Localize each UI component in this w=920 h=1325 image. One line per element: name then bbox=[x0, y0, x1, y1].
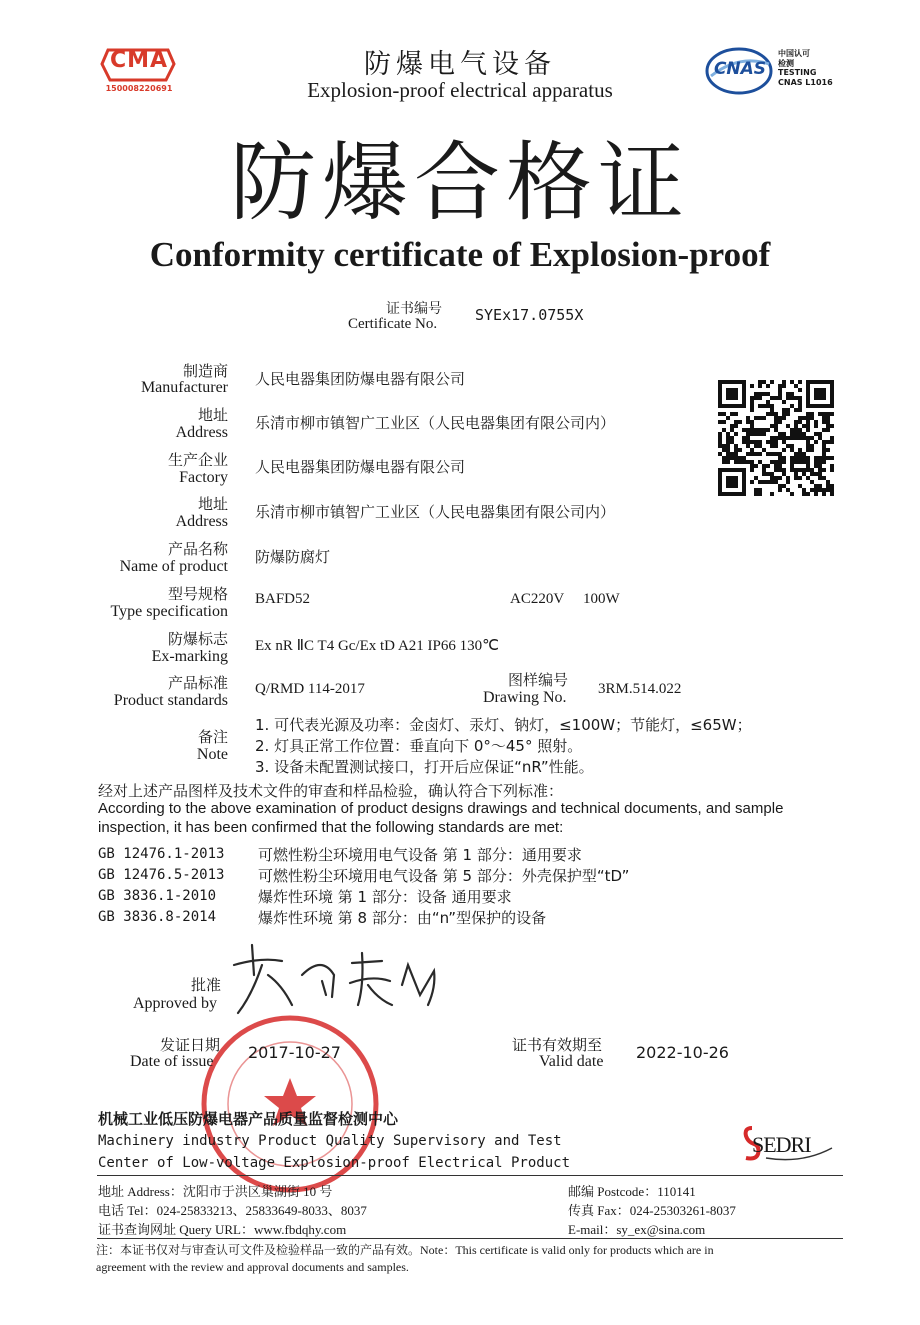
issue-label-en: Date of issue bbox=[130, 1053, 214, 1070]
issuer-cn: 机械工业低压防爆电器产品质量监督检测中心 bbox=[98, 1110, 399, 1128]
drawing-label-cn: 图样编号 bbox=[508, 671, 569, 689]
cnas-logo-text: CNAS bbox=[713, 59, 767, 79]
product-label-en: Name of product bbox=[119, 558, 228, 575]
type-label-cn: 型号规格 bbox=[167, 585, 228, 603]
category-title-en: Explosion-proof electrical apparatus bbox=[307, 78, 613, 102]
drawing-label-en: Drawing No. bbox=[483, 689, 567, 706]
factory-label-cn: 生产企业 bbox=[167, 451, 228, 469]
cnas-cn: 中国认可 bbox=[778, 49, 810, 58]
address2-label-cn: 地址 bbox=[197, 495, 228, 513]
factory-value: 人民电器集团防爆电器有限公司 bbox=[255, 458, 466, 476]
manufacturer-value: 人民电器集团防爆电器有限公司 bbox=[255, 370, 466, 388]
contact-divider-bottom bbox=[97, 1238, 843, 1239]
contact-postcode: 邮编 Postcode：110141 bbox=[568, 1184, 696, 1199]
type-label-en: Type specification bbox=[110, 603, 228, 620]
category-title-cn: 防爆电气设备 bbox=[364, 49, 556, 80]
drawing-value: 3RM.514.022 bbox=[598, 681, 682, 697]
standards-label-cn: 产品标准 bbox=[167, 674, 228, 692]
certificate-title-en: Conformity certificate of Explosion-proof bbox=[149, 235, 771, 274]
certificate-no-value: SYEx17.0755X bbox=[475, 306, 584, 324]
contact-address: 地址 Address：沈阳市于洪区巢湖街 10 号 bbox=[98, 1184, 333, 1199]
statement-en-2: inspection, it has been confirmed that the following standards are met: bbox=[98, 819, 564, 836]
certificate-title-cn: 防爆合格证 bbox=[230, 133, 690, 233]
marking-label-cn: 防爆标志 bbox=[167, 630, 228, 648]
contact-tel: 电话 Tel：024-25833213、25833649-8033、8037 bbox=[98, 1203, 367, 1218]
standards-label-en: Product standards bbox=[113, 692, 228, 709]
standard-name: 爆炸性环境 第 1 部分：设备 通用要求 bbox=[258, 888, 512, 906]
cnas-cn2: 检测 bbox=[778, 59, 794, 68]
standards-value: Q/RMD 114-2017 bbox=[255, 681, 365, 697]
standard-code: GB 3836.1-2010 bbox=[98, 888, 217, 904]
contact-url: 证书查询网址 Query URL：www.fbdqhy.com bbox=[98, 1222, 347, 1237]
standard-code: GB 12476.5-2013 bbox=[98, 867, 225, 883]
address2-label-en: Address bbox=[175, 513, 228, 530]
contact-divider-top bbox=[97, 1175, 843, 1176]
cma-number: 150008220691 bbox=[105, 84, 173, 93]
issuer-en-1: Machinery industry Product Quality Supervisory and Test bbox=[98, 1133, 562, 1149]
product-value: 防爆防腐灯 bbox=[255, 548, 331, 566]
factory-label-en: Factory bbox=[179, 469, 228, 486]
sedri-logo-text: SEDRI bbox=[752, 1132, 811, 1157]
qr-code-graphic bbox=[718, 380, 838, 504]
issue-date: 2017-10-27 bbox=[248, 1043, 341, 1062]
qr-code[interactable] bbox=[718, 380, 838, 504]
certificate-no-label-en: Certificate No. bbox=[348, 316, 438, 332]
statement-cn: 经对上述产品图样及技术文件的审查和样品检验，确认符合下列标准： bbox=[98, 782, 564, 800]
standard-name: 可燃性粉尘环境用电气设备 第 5 部分：外壳保护型“tD” bbox=[258, 867, 630, 885]
note-label-cn: 备注 bbox=[197, 728, 228, 746]
statement-en-1: According to the above examination of product designs drawings and technical documents, and sample bbox=[98, 800, 784, 817]
type-power: 100W bbox=[583, 591, 620, 607]
certificate-no-label-cn: 证书编号 bbox=[386, 301, 442, 317]
note-label-en: Note bbox=[196, 746, 228, 763]
address2-value: 乐清市柳市镇智广工业区（人民电器集团有限公司内） bbox=[255, 503, 616, 521]
issue-label-cn: 发证日期 bbox=[160, 1036, 221, 1054]
standard-name: 爆炸性环境 第 8 部分：由“n”型保护的设备 bbox=[258, 909, 547, 927]
product-label-cn: 产品名称 bbox=[167, 540, 228, 558]
contact-email: E-mail：sy_ex@sina.com bbox=[568, 1222, 706, 1237]
manufacturer-label-cn: 制造商 bbox=[182, 362, 228, 380]
footnote-line-1: 注：本证书仅对与审查认可文件及检验样品一致的产品有效。Note：This certificate is valid only for products which are in bbox=[96, 1243, 714, 1257]
note-item-3: 3. 设备未配置测试接口，打开后应保证“nR”性能。 bbox=[255, 758, 594, 776]
approval-label-cn: 批准 bbox=[191, 976, 222, 994]
address1-label-cn: 地址 bbox=[197, 406, 228, 424]
note-item-1: 1. 可代表光源及功率：金卤灯、汞灯、钠灯，≤100W；节能灯，≤65W； bbox=[255, 716, 752, 734]
valid-date: 2022-10-26 bbox=[636, 1043, 729, 1062]
address1-label-en: Address bbox=[175, 424, 228, 441]
cma-logo-text: CMA bbox=[109, 48, 169, 73]
marking-value: Ex nR ⅡC T4 Gc/Ex tD A21 IP66 130℃ bbox=[255, 638, 499, 654]
note-item-2: 2. 灯具正常工作位置：垂直向下 0°～45° 照射。 bbox=[255, 737, 583, 755]
marking-label-en: Ex-marking bbox=[151, 648, 228, 665]
issuer-en-2: Center of Low-voltage Explosion-proof Electrical Product bbox=[98, 1155, 571, 1171]
type-voltage: AC220V bbox=[510, 591, 565, 607]
valid-label-cn: 证书有效期至 bbox=[512, 1036, 603, 1054]
standard-code: GB 12476.1-2013 bbox=[98, 846, 225, 862]
manufacturer-label-en: Manufacturer bbox=[140, 379, 228, 396]
sedri-logo bbox=[742, 1124, 838, 1164]
contact-fax: 传真 Fax：024-25303261-8037 bbox=[568, 1203, 736, 1218]
approval-label-en: Approved by bbox=[133, 995, 217, 1012]
address1-value: 乐清市柳市镇智广工业区（人民电器集团有限公司内） bbox=[255, 414, 616, 432]
standard-code: GB 3836.8-2014 bbox=[98, 909, 217, 925]
type-value: BAFD52 bbox=[255, 591, 311, 607]
cnas-testing: TESTING bbox=[778, 68, 817, 77]
footnote-line-2: agreement with the review and approval documents and samples. bbox=[96, 1260, 409, 1274]
valid-label-en: Valid date bbox=[539, 1053, 604, 1070]
standard-name: 可燃性粉尘环境用电气设备 第 1 部分：通用要求 bbox=[258, 846, 582, 864]
cnas-number: CNAS L1016 bbox=[778, 78, 833, 87]
